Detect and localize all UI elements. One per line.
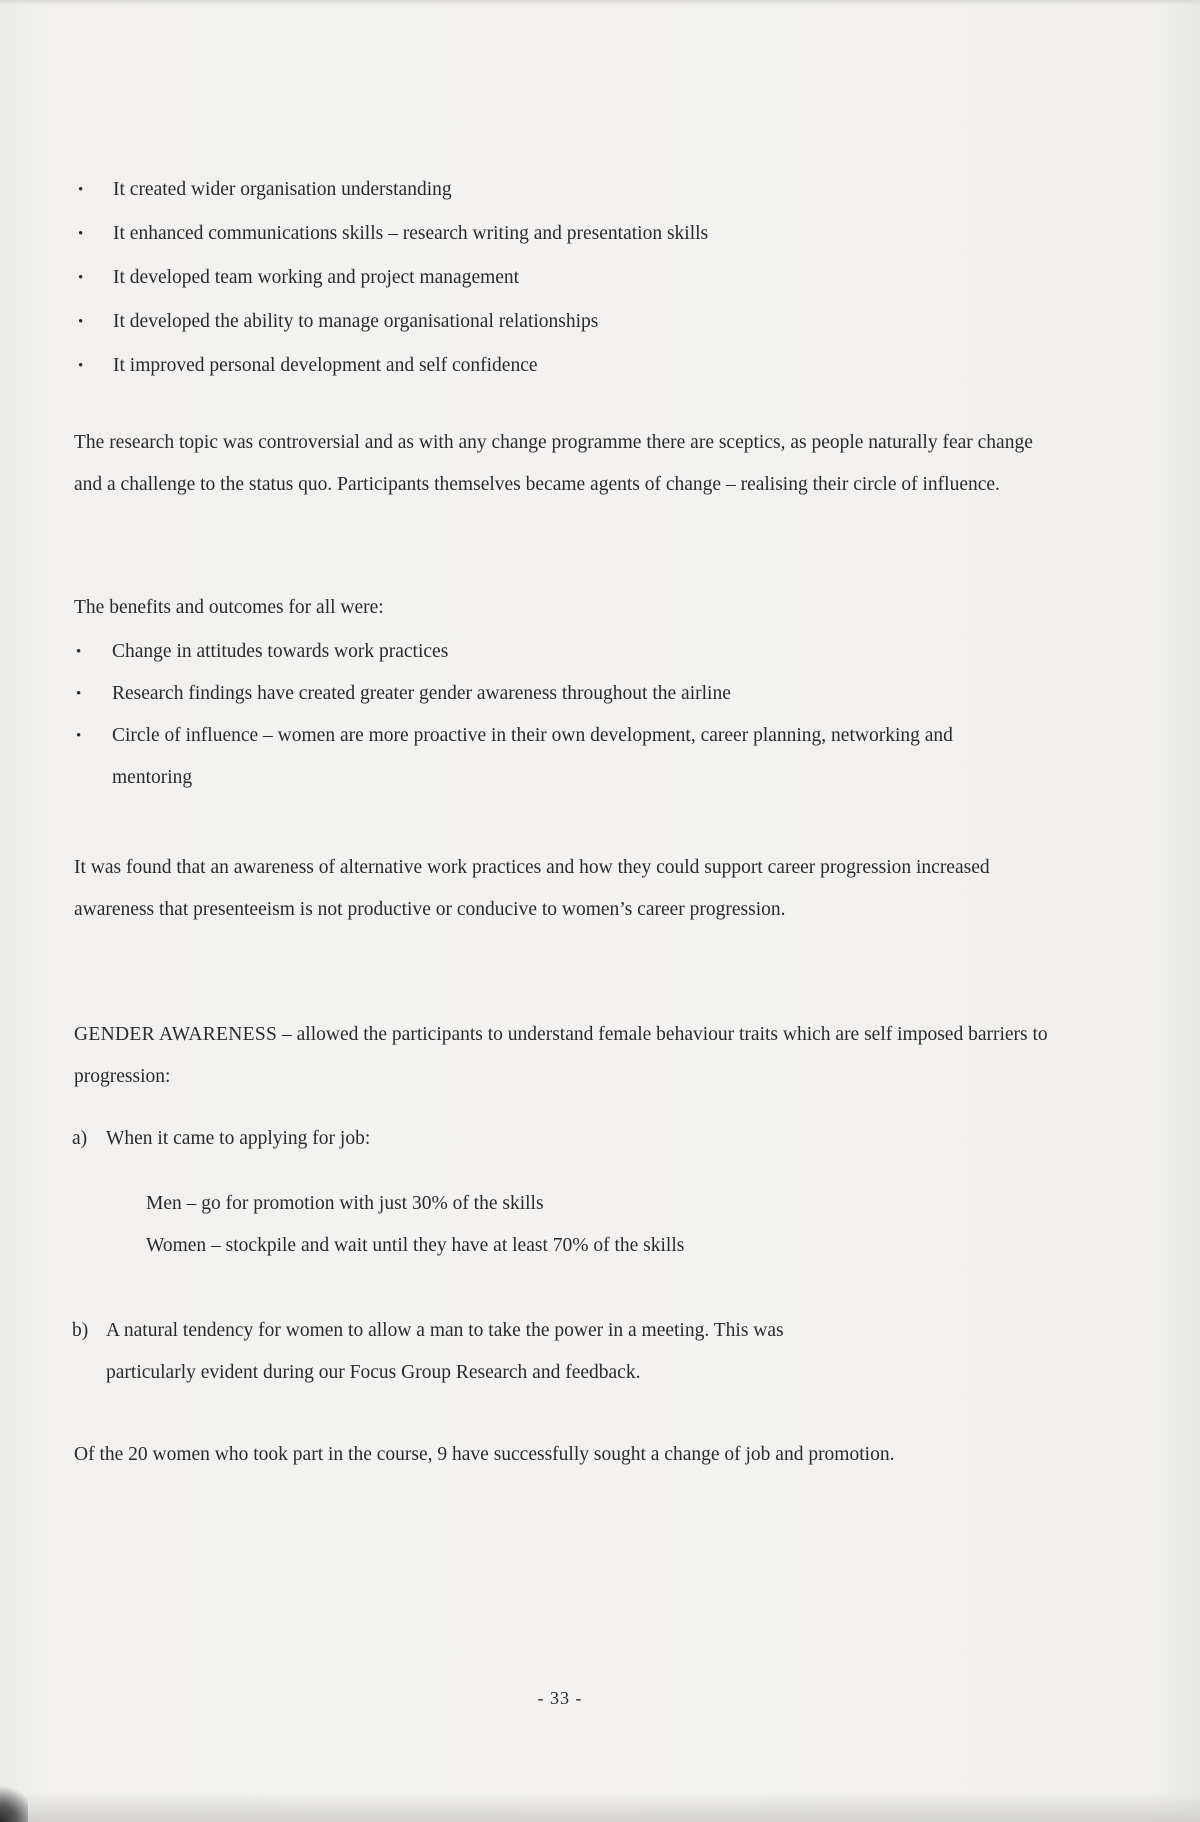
list-item [76,300,1036,344]
list-item [76,168,1036,212]
bullet-text: It created wider organisation understanding [113,179,452,200]
list-item [76,256,1036,300]
item-b [72,1310,1052,1394]
bullet-icon: • [78,270,84,286]
bullet-text: It developed the ability to manage organisational relationships [113,311,599,332]
list-item [76,212,1036,256]
bullet-text: Change in attitudes towards work practices [112,641,449,662]
gender-awareness-text: – allowed the participants to understand female behaviour traits which are self imposed barriers to progression: [74,1024,1048,1087]
bullet-icon: • [76,686,82,702]
page-number: - 33 - [537,1688,583,1708]
bullet-icon: • [76,728,82,744]
bullet-icon: • [78,226,84,242]
page-corner-shadow [0,1782,28,1822]
bullet-text: It enhanced communications skills – research writing and presentation skills [113,223,709,244]
item-a-marker: a) [72,1128,88,1149]
bullet-icon: • [78,358,84,374]
bullet-text: It improved personal development and self confidence [113,355,538,376]
bullet-icon: • [78,314,84,330]
benefits-intro: The benefits and outcomes for all were: [74,597,384,618]
list-item [76,344,1036,388]
list-item [74,631,1054,673]
men-skills-line: Men – go for promotion with just 30% of the skills [146,1193,544,1214]
item-b-line1: A natural tendency for women to allow a man to take the power in a meeting. This was [106,1320,784,1341]
skills-comparison [146,1183,1046,1267]
work-practices-paragraph: It was found that an awareness of alternative work practices and how they could support career progression increased awareness that presenteeism is not productive or conducive to women’s career progression. [74,857,990,920]
women-skills-line: Women – stockpile and wait until they have at least 70% of the skills [146,1235,685,1256]
bullet-icon: • [76,644,82,660]
item-b-line2: particularly evident during our Focus Group Research and feedback. [106,1362,641,1383]
outcome-bullet-list [76,168,1036,388]
bullet-text: It developed team working and project management [113,267,520,288]
page-bottom-edge [0,1792,1200,1822]
gender-awareness-paragraph [74,1014,1064,1097]
list-item [74,673,1054,715]
list-item [74,715,972,799]
gender-awareness-heading: GENDER AWARENESS [74,1024,278,1045]
page-top-edge [0,0,1200,6]
item-b-marker: b) [72,1320,89,1341]
bullet-text: Research findings have created greater gender awareness throughout the airline [112,683,731,704]
bullet-text: Circle of influence – women are more proactive in their own development, career planning, networking and mentoring [112,725,953,788]
bullet-icon: • [78,182,84,198]
item-a [72,1118,1052,1160]
item-a-text: When it came to applying for job: [106,1128,371,1149]
benefits-bullet-list [74,631,1054,799]
research-topic-paragraph: The research topic was controversial and as with any change programme there are sceptics, as people naturally fear change and a challenge to the status quo. Participants themselves became agents of change – realising their circle of influence. [74,432,1033,495]
result-paragraph: Of the 20 women who took part in the course, 9 have successfully sought a change of job and promotion. [74,1444,895,1465]
